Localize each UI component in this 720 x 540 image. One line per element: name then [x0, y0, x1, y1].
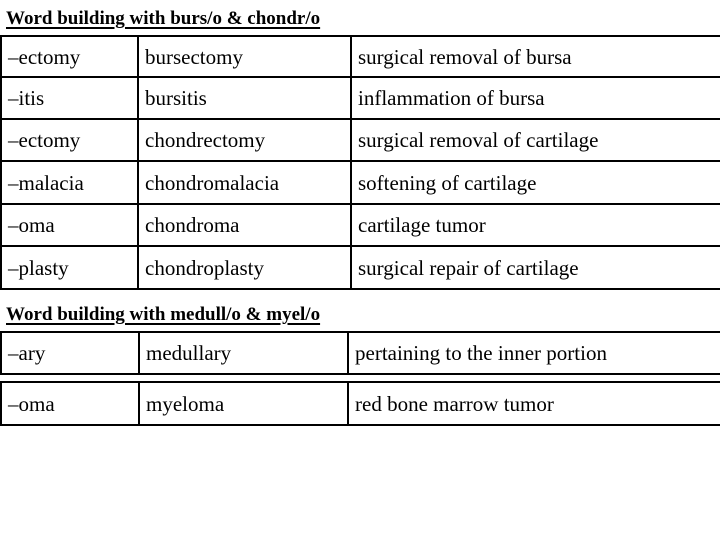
definition-cell: cartilage tumor — [351, 204, 720, 246]
table-row — [1, 161, 720, 204]
medull-myel-table-row2 — [0, 381, 720, 426]
suffix-cell: –ectomy — [1, 36, 138, 77]
table-row — [1, 119, 720, 161]
suffix-cell: –ectomy — [1, 119, 138, 161]
table-row — [1, 332, 720, 374]
medull-myel-table-row1 — [0, 331, 720, 375]
suffix-cell: –oma — [1, 382, 139, 425]
definition-cell: pertaining to the inner portion — [348, 332, 720, 374]
term-cell: bursitis — [138, 77, 351, 119]
term-cell: medullary — [139, 332, 348, 374]
table-row — [1, 204, 720, 246]
burs-chondr-table — [0, 35, 720, 290]
term-cell: chondroplasty — [138, 246, 351, 289]
suffix-cell: –ary — [1, 332, 139, 374]
term-cell: chondrectomy — [138, 119, 351, 161]
definition-cell: surgical repair of cartilage — [351, 246, 720, 289]
table-row — [1, 36, 720, 77]
suffix-cell: –oma — [1, 204, 138, 246]
suffix-cell: –itis — [1, 77, 138, 119]
table-row — [1, 246, 720, 289]
section2-heading: Word building with medull/o & myel/o — [6, 304, 321, 325]
term-cell: chondromalacia — [138, 161, 351, 204]
term-cell: bursectomy — [138, 36, 351, 77]
section1-heading: Word building with burs/o & chondr/o — [6, 8, 321, 29]
table-row — [1, 77, 720, 119]
definition-cell: red bone marrow tumor — [348, 382, 720, 425]
definition-cell: surgical removal of cartilage — [351, 119, 720, 161]
definition-cell: surgical removal of bursa — [351, 36, 720, 77]
term-cell: chondroma — [138, 204, 351, 246]
table-row — [1, 382, 720, 425]
suffix-cell: –plasty — [1, 246, 138, 289]
definition-cell: inflammation of bursa — [351, 77, 720, 119]
term-cell: myeloma — [139, 382, 348, 425]
definition-cell: softening of cartilage — [351, 161, 720, 204]
suffix-cell: –malacia — [1, 161, 138, 204]
